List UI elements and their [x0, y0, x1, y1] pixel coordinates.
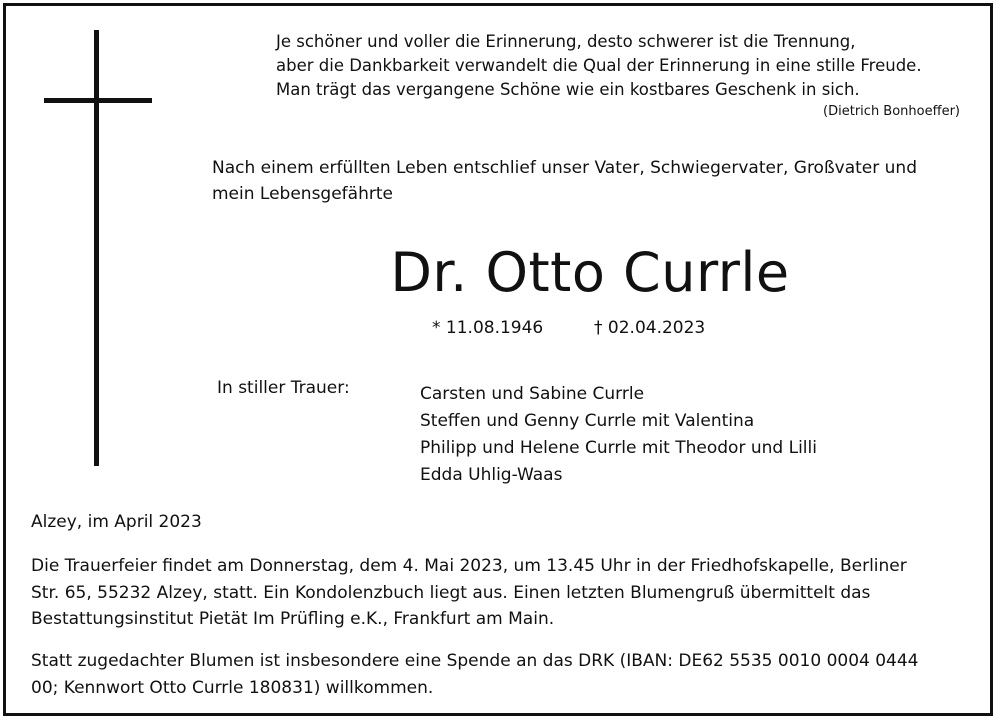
place-date: Alzey, im April 2023 [31, 512, 202, 532]
quote [276, 30, 966, 102]
ceremony-line: Bestattungsinstitut Pietät Im Prüfling e.K., Frankfurt am Main. [31, 609, 555, 629]
ceremony-line: Die Trauerfeier findet am Donnerstag, dem 4. Mai 2023, um 13.45 Uhr in der Friedhofskapelle, Berliner [31, 556, 907, 576]
mourner-item: Edda Uhlig-Waas [420, 465, 563, 485]
mourner-item: Philipp und Helene Currle mit Theodor und Lilli [420, 438, 817, 458]
intro-line: Nach einem erfüllten Leben entschlief unser Vater, Schwiegervater, Großvater und [212, 158, 918, 178]
birth-date: * 11.08.1946 [432, 318, 544, 338]
mourning-label: In stiller Trauer: [217, 378, 350, 398]
death-date: † 02.04.2023 [594, 318, 706, 338]
mourner-item: Steffen und Genny Currle mit Valentina [420, 411, 755, 431]
mourners-list [420, 381, 817, 489]
donation-line: 00; Kennwort Otto Currle 180831) willkommen. [31, 677, 434, 698]
cross-icon [94, 30, 99, 466]
ceremony-line: Str. 65, 55232 Alzey, statt. Ein Kondolenzbuch liegt aus. Einen letzten Blumengruß übermittelt das [31, 582, 871, 603]
deceased-name: Dr. Otto Currle [390, 241, 790, 304]
quote-line: Man trägt das vergangene Schöne wie ein kostbares Geschenk in sich. [276, 80, 860, 99]
quote-line: Je schöner und voller die Erinnerung, desto schwerer ist die Trennung, [276, 32, 856, 51]
quote-author: (Dietrich Bonhoeffer) [823, 104, 960, 119]
donation-line: Statt zugedachter Blumen ist insbesondere eine Spende an das DRK (IBAN: DE62 5535 0010 0004 0444 [31, 651, 919, 671]
quote-line: aber die Dankbarkeit verwandelt die Qual der Erinnerung in eine stille Freude. [276, 56, 922, 75]
ceremony-info [31, 553, 975, 633]
intro-line: mein Lebensgefährte [212, 184, 393, 204]
cross-icon-bar [44, 98, 152, 103]
donation-info [31, 648, 975, 701]
intro-text [212, 155, 972, 207]
mourner-item: Carsten und Sabine Currle [420, 384, 645, 404]
